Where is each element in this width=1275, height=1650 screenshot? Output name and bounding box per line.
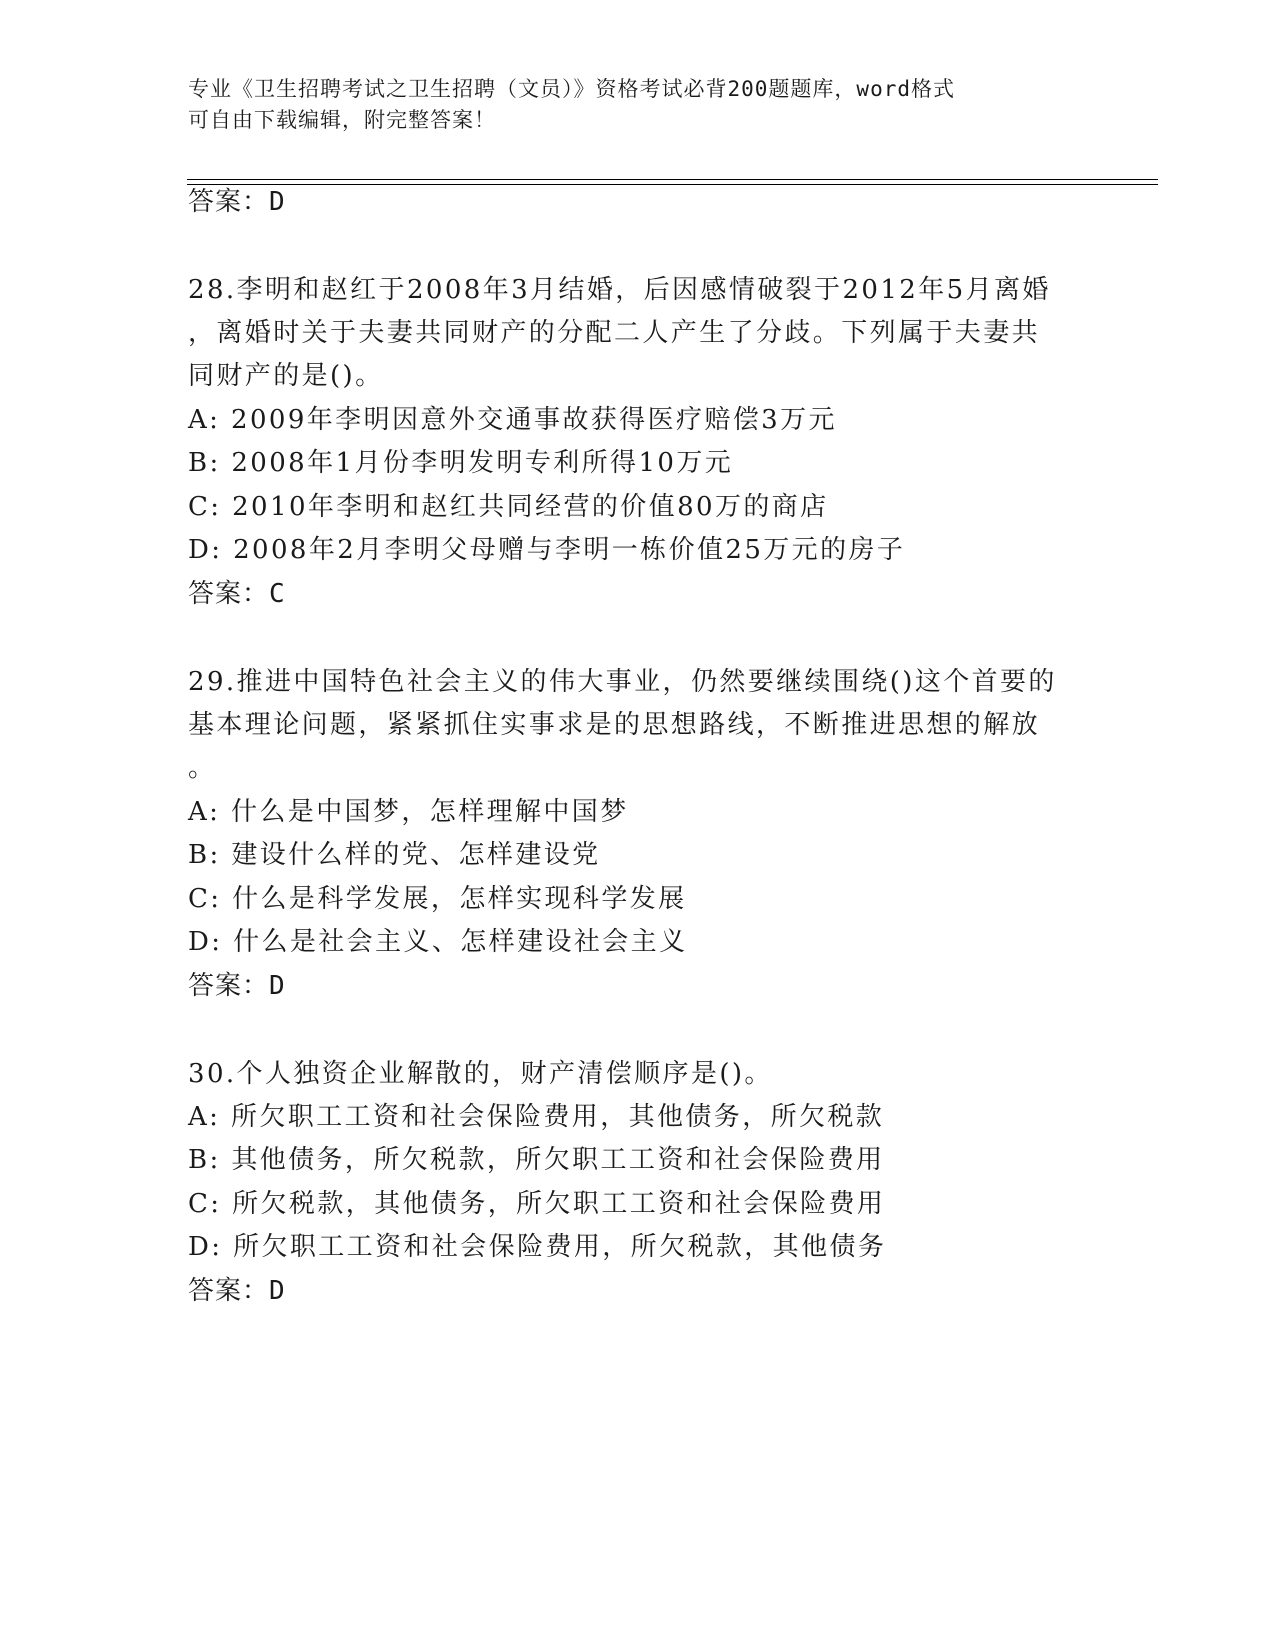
q30-option-b: B: 其他债务，所欠税款，所欠职工工资和社会保险费用 xyxy=(188,1145,885,1175)
q29-option-b: B: 建设什么样的党、怎样建设党 xyxy=(188,840,601,870)
header-rule-top xyxy=(187,179,1158,180)
q29-option-c: C: 什么是科学发展，怎样实现科学发展 xyxy=(188,884,687,914)
q29-option-d: D: 什么是社会主义、怎样建设社会主义 xyxy=(188,927,688,957)
header-rule-bottom xyxy=(187,184,1158,185)
header-line-2: 可自由下载编辑，附完整答案！ xyxy=(188,108,496,132)
q28-stem-line-3: 同财产的是()。 xyxy=(188,361,384,391)
q30-answer: 答案：D xyxy=(188,1276,286,1306)
q28-stem-line-2: ，离婚时关于夫妻共同财产的分配二人产生了分歧。下列属于夫妻共 xyxy=(188,318,1041,348)
q30-option-a: A: 所欠职工工资和社会保险费用，其他债务，所欠税款 xyxy=(188,1102,885,1132)
previous-answer: 答案：D xyxy=(188,187,286,217)
q28-stem-line-1: 28.李明和赵红于2008年3月结婚，后因感情破裂于2012年5月离婚 xyxy=(188,275,1051,305)
q29-option-a: A: 什么是中国梦，怎样理解中国梦 xyxy=(188,797,629,827)
q29-answer: 答案：D xyxy=(188,971,286,1001)
q29-stem-line-2: 基本理论问题，紧紧抓住实事求是的思想路线，不断推进思想的解放 xyxy=(188,710,1041,740)
q29-stem-line-3: 。 xyxy=(188,753,217,783)
q28-option-a: A: 2009年李明因意外交通事故获得医疗赔偿3万元 xyxy=(188,405,837,435)
q29-stem-line-1: 29.推进中国特色社会主义的伟大事业，仍然要继续围绕()这个首要的 xyxy=(188,667,1057,697)
q28-option-c: C: 2010年李明和赵红共同经营的价值80万的商店 xyxy=(188,492,829,522)
q30-option-d: D: 所欠职工工资和社会保险费用，所欠税款，其他债务 xyxy=(188,1232,887,1262)
q28-option-d: D: 2008年2月李明父母赠与李明一栋价值25万元的房子 xyxy=(188,535,906,565)
q28-answer: 答案：C xyxy=(188,579,286,609)
document-header xyxy=(188,74,1068,136)
q28-option-b: B: 2008年1月份李明发明专利所得10万元 xyxy=(188,448,734,478)
header-line-1: 专业《卫生招聘考试之卫生招聘（文员）》资格考试必背200题题库，word格式 xyxy=(188,77,955,101)
q30-stem-line-1: 30.个人独资企业解散的，财产清偿顺序是()。 xyxy=(188,1059,773,1089)
q30-option-c: C: 所欠税款，其他债务，所欠职工工资和社会保险费用 xyxy=(188,1189,886,1219)
